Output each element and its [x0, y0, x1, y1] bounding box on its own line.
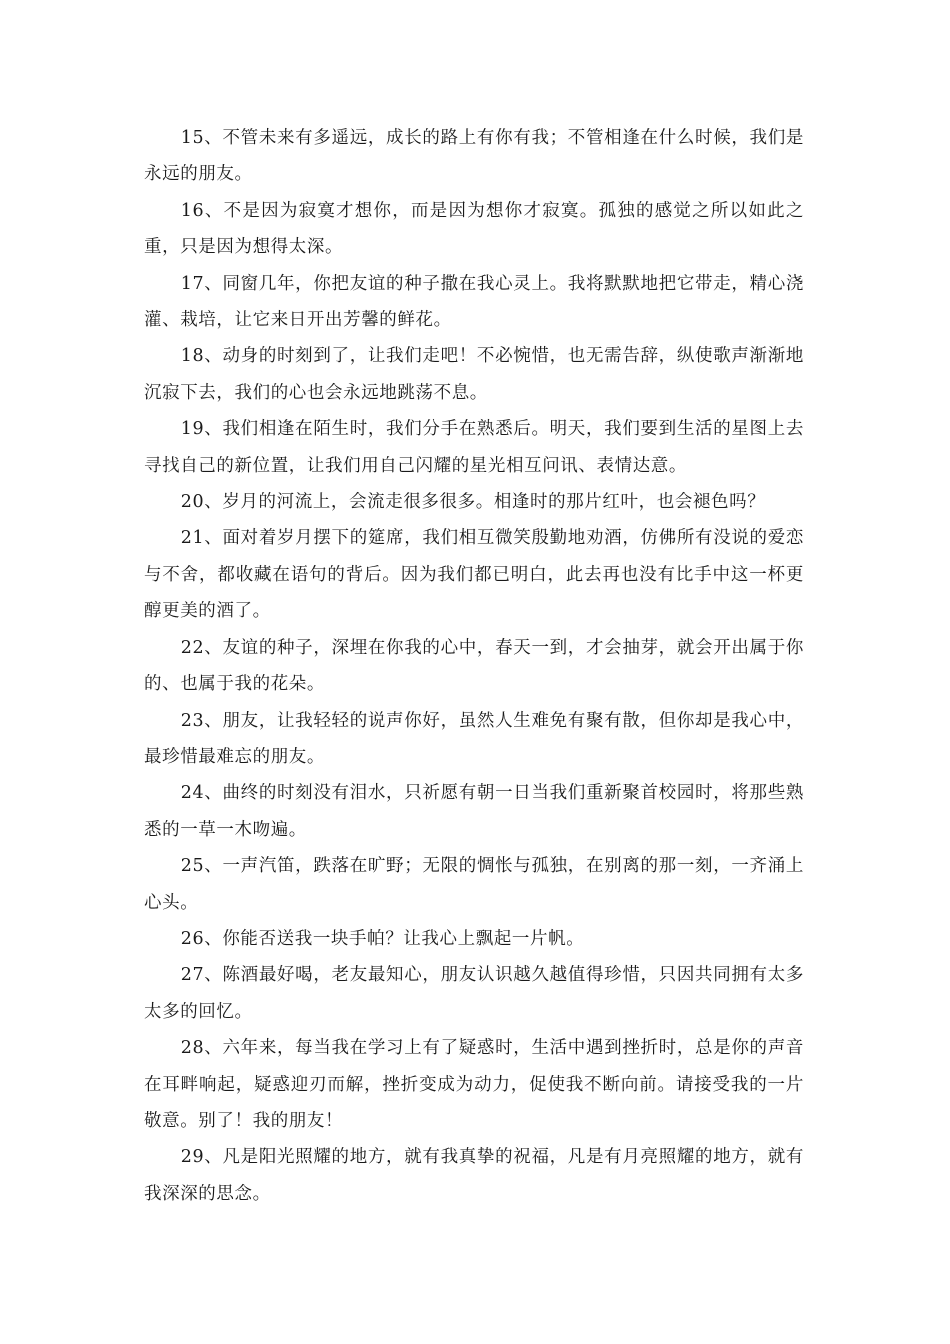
paragraph-23: 23、朋友，让我轻轻的说声你好，虽然人生难免有聚有散，但你却是我心中，最珍惜最难忘的朋友。	[144, 710, 804, 767]
paragraph-27: 27、陈酒最好喝，老友最知心，朋友认识越久越值得珍惜，只因共同拥有太多太多的回忆。	[144, 965, 804, 1022]
paragraph-25: 25、一声汽笛，跌落在旷野；无限的惆怅与孤独，在别离的那一刻，一齐涌上心头。	[144, 856, 804, 913]
paragraph-26: 26、你能否送我一块手帕？让我心上飘起一片帆。	[180, 928, 585, 949]
paragraph-24: 24、曲终的时刻没有泪水，只祈愿有朝一日当我们重新聚首校园时，将那些熟悉的一草一木吻遍。	[144, 783, 804, 840]
paragraph-18: 18、动身的时刻到了，让我们走吧！不必惋惜，也无需告辞，纵使歌声渐渐地沉寂下去，我们的心也会永远地跳荡不息。	[144, 346, 804, 403]
paragraph-21: 21、面对着岁月摆下的筵席，我们相互微笑殷勤地劝酒，仿佛所有没说的爱恋与不舍，都收藏在语句的背后。因为我们都已明白，此去再也没有比手中这一杯更醇更美的酒了。	[144, 528, 804, 622]
paragraph-28: 28、六年来，每当我在学习上有了疑惑时，生活中遇到挫折时，总是你的声音在耳畔响起，疑惑迎刃而解，挫折变成为动力，促使我不断向前。请接受我的一片敬意。别了！我的朋友！	[144, 1038, 804, 1131]
paragraph-15: 15、不管未来有多遥远，成长的路上有你有我；不管相逢在什么时候，我们是永远的朋友。	[144, 128, 804, 185]
paragraph-17: 17、同窗几年，你把友谊的种子撒在我心灵上。我将默默地把它带走，精心浇灌、栽培，让它来日开出芳馨的鲜花。	[144, 273, 804, 331]
paragraph-29: 29、凡是阳光照耀的地方，就有我真挚的祝福，凡是有月亮照耀的地方，就有我深深的思念。	[144, 1147, 804, 1204]
document-body	[144, 120, 804, 1212]
paragraph-20: 20、岁月的河流上，会流走很多很多。相逢时的那片红叶，也会褪色吗？	[180, 492, 766, 513]
paragraph-16: 16、不是因为寂寞才想你，而是因为想你才寂寞。孤独的感觉之所以如此之重，只是因为想得太深。	[144, 200, 804, 258]
paragraph-19: 19、我们相逢在陌生时，我们分手在熟悉后。明天，我们要到生活的星图上去寻找自己的新位置，让我们用自己闪耀的星光相互问讯、表情达意。	[144, 419, 804, 476]
paragraph-22: 22、友谊的种子，深埋在你我的心中，春天一到，才会抽芽，就会开出属于你的、也属于我的花朵。	[144, 637, 804, 695]
